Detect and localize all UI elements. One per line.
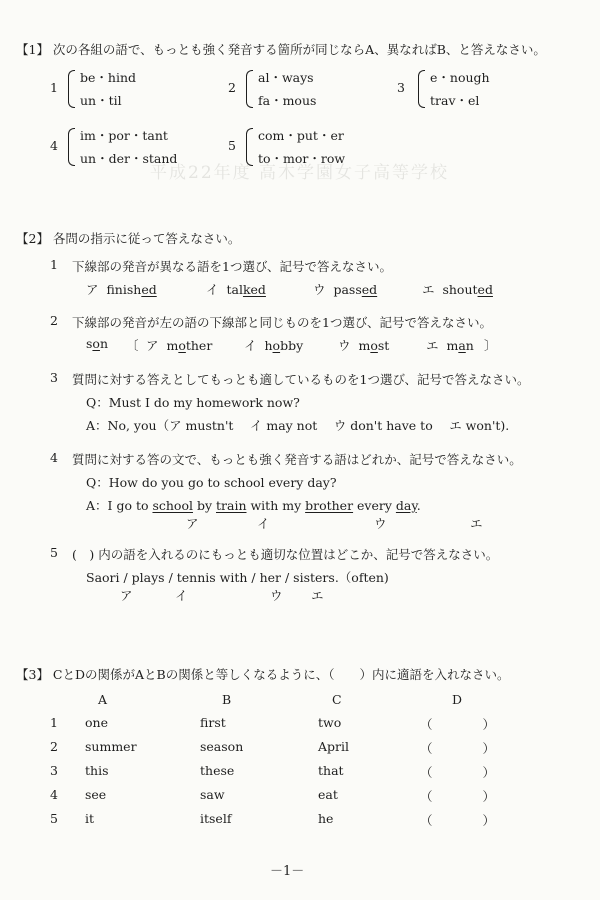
option-mark: ア	[86, 282, 99, 297]
s2-q3-number: 3	[50, 370, 58, 385]
s1-item2-number: 2	[228, 80, 236, 95]
option-word-stem: finish	[106, 282, 142, 297]
option-mark: イ	[244, 338, 257, 353]
answer-blank[interactable]: （ ）	[420, 765, 496, 780]
s1-item5-number: 5	[228, 138, 236, 153]
option-mark: ア	[146, 338, 159, 353]
s2-q5-mark-b: イ	[175, 588, 188, 603]
cell-c: two	[318, 715, 342, 730]
option-mark: ウ	[338, 338, 351, 353]
s2-q4-number: 4	[50, 450, 58, 465]
s2-q5-number: 5	[50, 545, 58, 560]
s2-q1-number: 1	[50, 257, 58, 272]
s2-q4-mark-a: ア	[186, 516, 199, 531]
s2-q4-instruction: 質問に対する答の文で、もっとも強く発音する語はどれか、記号で答えなさい。	[72, 452, 522, 467]
word-part: h	[264, 338, 273, 353]
s1-item1-word1: be・hind	[80, 70, 136, 85]
s2-q1-option-a	[86, 280, 157, 298]
word-part: bby	[280, 338, 304, 353]
sentence-part: .	[416, 498, 421, 513]
column-header-c: C	[332, 692, 342, 707]
cell-b: season	[200, 739, 244, 754]
word-part: ther	[185, 338, 213, 353]
s2-q1-option-c	[313, 280, 377, 298]
option-word-stem: tal	[226, 282, 243, 297]
option-mark: エ	[422, 282, 435, 297]
option-mark: イ	[206, 282, 219, 297]
s2-q4-mark-b: イ	[257, 516, 270, 531]
option-word-stem: pass	[333, 282, 362, 297]
stress-word-school: school	[152, 498, 193, 513]
underlined-part: o	[272, 338, 281, 353]
s2-q2-base-word	[86, 336, 108, 351]
sentence-part: with my	[246, 498, 306, 513]
option-mark: ウ	[313, 282, 326, 297]
table-row-number: 3	[50, 763, 58, 778]
column-header-a: A	[98, 692, 108, 707]
word-part: m	[166, 338, 179, 353]
option-mark: エ	[426, 338, 439, 353]
cell-c: he	[318, 811, 334, 826]
s1-item1-number: 1	[50, 80, 58, 95]
cell-a: one	[85, 715, 108, 730]
s1-item4-brace	[68, 128, 75, 166]
word-part: m	[446, 338, 459, 353]
s2-q2-option-d	[426, 336, 474, 354]
s2-q3-answer-choices: A：No, you（ア mustn't イ may not ウ don't have to エ won't).	[86, 418, 510, 433]
cell-b: these	[200, 763, 235, 778]
underlined-part: o	[370, 338, 378, 353]
underlined-part: ked	[242, 282, 266, 297]
cell-a: summer	[85, 739, 137, 754]
s2-q2-option-c	[338, 336, 389, 354]
column-header-b: B	[222, 692, 232, 707]
watermark-text: 平成22年度 高木学園女子高等学校	[150, 163, 450, 183]
table-row-number: 2	[50, 739, 58, 754]
underlined-part: o	[92, 336, 100, 351]
section3-heading: 【3】 CとDの関係がAとBの関係と等しくなるように、（ ）内に適語を入れなさい。	[16, 667, 510, 682]
s2-q1-option-d	[422, 280, 493, 298]
underlined-part: a	[458, 338, 466, 353]
s1-item3-brace	[418, 70, 425, 108]
underlined-part: ed	[361, 282, 378, 297]
page-number: －1－	[270, 864, 305, 879]
s2-q2-instruction: 下線部の発音が左の語の下線部と同じものを1つ選び、記号で答えなさい。	[72, 315, 492, 330]
s1-item3-word1: e・nough	[430, 70, 490, 85]
cell-c: eat	[318, 787, 338, 802]
s1-item4-word1: im・por・tant	[80, 128, 168, 143]
stress-word-day: day	[395, 498, 417, 513]
s2-q4-question: Q：How do you go to school every day?	[86, 475, 337, 490]
section2-heading: 【2】 各問の指示に従って答えなさい。	[16, 231, 241, 246]
answer-blank[interactable]: （ ）	[420, 813, 496, 828]
s1-item3-number: 3	[397, 80, 405, 95]
s2-q5-sentence: Saori / plays / tennis with / her / sisters.（often)	[86, 570, 389, 585]
s1-item5-brace	[246, 128, 253, 166]
s1-item2-brace	[246, 70, 253, 108]
sentence-part: by	[192, 498, 216, 513]
s2-q2-option-b	[244, 336, 303, 354]
s2-q5-mark-d: エ	[311, 588, 324, 603]
answer-blank[interactable]: （ ）	[420, 741, 496, 756]
table-row-number: 5	[50, 811, 58, 826]
s2-q4-mark-d: エ	[470, 516, 483, 531]
s2-q3-question: Q：Must I do my homework now?	[86, 395, 300, 410]
table-row-number: 1	[50, 715, 58, 730]
s2-q2-option-a	[146, 336, 212, 354]
word-part: n	[99, 336, 109, 351]
s2-q2-number: 2	[50, 313, 58, 328]
s1-item2-word1: al・ways	[258, 70, 314, 85]
s1-item1-brace	[68, 70, 75, 108]
s2-q1-instruction: 下線部の発音が異なる語を1つ選び、記号で答えなさい。	[72, 259, 392, 274]
underlined-part: o	[178, 338, 186, 353]
s1-item2-word2: fa・mous	[258, 93, 317, 108]
cell-a: see	[85, 787, 107, 802]
word-part: m	[358, 338, 371, 353]
column-header-d: D	[452, 692, 463, 707]
underlined-part: ed	[477, 282, 493, 297]
s2-q4-mark-c: ウ	[374, 516, 387, 531]
stress-word-brother: brother	[305, 498, 354, 513]
cell-c: April	[318, 739, 349, 754]
cell-b: saw	[200, 787, 225, 802]
answer-blank[interactable]: （ ）	[420, 789, 496, 804]
s2-q5-mark-c: ウ	[270, 588, 283, 603]
s2-q4-answer-sentence	[86, 496, 421, 514]
s1-item5-word1: com・put・er	[258, 128, 344, 143]
table-row-number: 4	[50, 787, 58, 802]
s1-item4-word2: un・der・stand	[80, 151, 178, 166]
sentence-part: A：I go to	[86, 498, 153, 513]
answer-blank[interactable]: （ ）	[420, 717, 496, 732]
cell-c: that	[318, 763, 344, 778]
section1-heading: 【1】 次の各組の語で、もっとも強く発音する箇所が同じならA、異なればB、と答えなさい。	[16, 42, 546, 57]
s2-q3-instruction: 質問に対する答えとしてもっとも適しているものを1つ選び、記号で答えなさい。	[72, 372, 530, 387]
s1-item1-word2: un・til	[80, 93, 122, 108]
cell-b: itself	[200, 811, 232, 826]
cell-a: it	[85, 811, 95, 826]
s2-q5-instruction: ( ) 内の語を入れるのにもっとも適切な位置はどこか、記号で答えなさい。	[72, 547, 499, 562]
s2-q2-left-bracket: 〔	[126, 338, 139, 353]
s2-q5-mark-a: ア	[120, 588, 133, 603]
word-part: st	[377, 338, 390, 353]
underlined-part: ed	[141, 282, 157, 297]
s2-q1-option-b	[206, 280, 266, 298]
option-word-stem: shout	[442, 282, 478, 297]
cell-a: this	[85, 763, 109, 778]
s1-item5-word2: to・mor・row	[258, 151, 346, 166]
word-part: n	[465, 338, 474, 353]
sentence-part: every	[353, 498, 396, 513]
stress-word-train: train	[216, 498, 247, 513]
s2-q2-right-bracket: 〕	[484, 338, 497, 353]
word-part: s	[86, 336, 93, 351]
s1-item4-number: 4	[50, 138, 58, 153]
s1-item3-word2: trav・el	[430, 93, 480, 108]
cell-b: first	[200, 715, 226, 730]
